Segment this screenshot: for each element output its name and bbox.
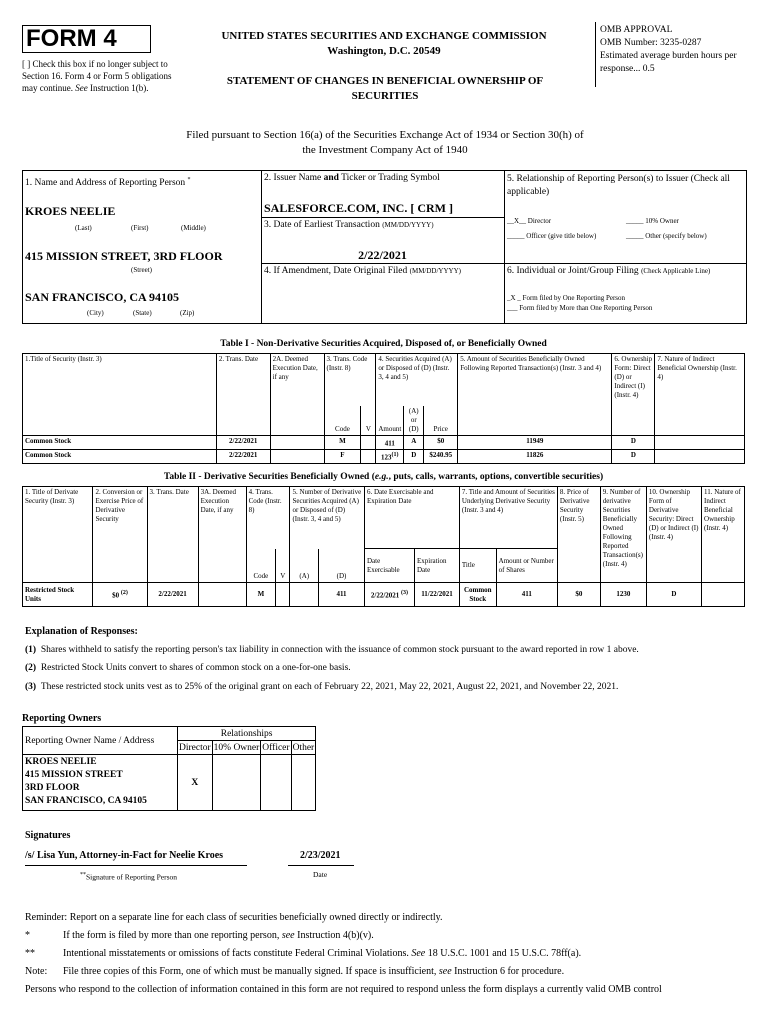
form-title: FORM 4: [26, 25, 117, 52]
omb-burden: Estimated average burden hours per response... 0.5: [600, 51, 737, 74]
t2-sub-title: Title: [459, 549, 496, 583]
t2-h8: 8. Price of Derivative Security (Instr. 5): [557, 487, 600, 583]
officer-option: _____ Officer (give title below): [507, 232, 597, 240]
table2-title: Table II - Derivative Securities Beneficially Owned (e.g., puts, calls, warrants, options, convertible securities): [163, 472, 604, 482]
omb-box: [600, 24, 750, 76]
director-option: __X__ Director: [507, 217, 552, 225]
first-label: (First): [131, 224, 149, 232]
t1-h4: 4. Securities Acquired (A) or Disposed of (D) (Instr. 3, 4 and 5): [376, 354, 458, 406]
last-label: (Last): [75, 224, 92, 232]
explanation-3: (3) These restricted stock units vest as to 25% of the original grant on each of February 22, 2021, May 22, 2021, August 22, 2021, and November 22, 2021.: [25, 682, 619, 692]
t2-h3: 3. Trans. Date: [147, 487, 198, 583]
owners-col-other: Other: [292, 742, 315, 753]
box4-label: 4. If Amendment, Date Original Filed (MM/DD/YYYY): [264, 266, 461, 276]
box1-label: 1. Name and Address of Reporting Person *: [25, 177, 191, 189]
t1-h5: 5. Amount of Securities Beneficially Owned Following Reported Transaction(s) (Instr. 3 and 4): [458, 354, 612, 436]
note-2: ** Intentional misstatements or omissions of facts constitute Federal Criminal Violations. See 18 U.S.C. 1001 and 15 U.S.C. 78ff(a).: [25, 948, 582, 959]
street-label: (Street): [131, 266, 152, 274]
t2-h4: 4. Trans. Code (Instr. 8): [246, 487, 290, 549]
agency-name: UNITED STATES SECURITIES AND EXCHANGE COMMISSION: [221, 30, 547, 42]
t2-sub-a: (A): [290, 549, 319, 583]
t2-h1: 1. Title of Derivate Security (Instr. 3): [23, 487, 93, 583]
ten-pct-option: _____ 10% Owner: [626, 217, 679, 225]
explanations-title: Explanation of Responses:: [25, 626, 138, 637]
t2-h10: 10. Ownership Form of Derivative Security: Direct (D) or Indirect (I) (Instr. 4): [646, 487, 701, 583]
earliest-transaction-date: 2/22/2021: [358, 248, 407, 262]
t2-sub-exp: Expiration Date: [414, 549, 459, 583]
statement-title: STATEMENT OF CHANGES IN BENEFICIAL OWNERSHIP OF SECURITIES: [226, 75, 544, 102]
filed-pursuant: Filed pursuant to Section 16(a) of the Securities Exchange Act of 1934 or Section 30(h) of the Investment Company Act of 1940: [186, 129, 584, 156]
reminder: Reminder: Report on a separate line for each class of securities beneficially owned directly or indirectly.: [25, 912, 443, 923]
owners-col-rel: Relationships: [178, 727, 316, 741]
t1-sub-aord: (A) or (D): [404, 406, 424, 436]
t1-sub-code: Code: [324, 406, 361, 436]
box3-label: 3. Date of Earliest Transaction (MM/DD/YYYY): [264, 220, 434, 230]
reporting-person-street: 415 MISSION STREET, 3RD FLOOR: [25, 249, 223, 263]
omb-number: OMB Number: 3235-0287: [600, 38, 702, 48]
persons-notice: Persons who respond to the collection of information contained in this form are not required to respond unless the form displays a currently valid OMB control: [25, 984, 662, 995]
form-title-box: [22, 25, 151, 53]
t1-h2: 2. Trans. Date: [216, 354, 270, 436]
table-row: Restricted Stock Units $0 $^{(2)}$ 2/22/2021 M 411 2/22/2021 $^{(3)}$ 11/22/2021 Common Stock 411 $0 1230 D: [23, 583, 745, 607]
t2-h9: 9. Number of derivative Securities Beneficially Owned Following Reported Transaction(s) (Instr. 4): [600, 487, 646, 583]
owners-col-name: Reporting Owner Name / Address: [23, 727, 178, 755]
t1-h7: 7. Nature of Indirect Beneficial Ownership (Instr. 4): [655, 354, 745, 436]
t2-sub-date-ex: Date Exercisable: [364, 549, 414, 583]
t2-sub-amt: Amount or Number of Shares: [496, 549, 557, 583]
owners-table: [22, 726, 316, 811]
other-option: _____ Other (specify below): [626, 232, 707, 240]
omb-divider: [595, 22, 596, 87]
box2-label: 2. Issuer Name and Ticker or Trading Symbol: [264, 173, 440, 183]
t2-h7: 7. Title and Amount of Securities Underlying Derivative Security (Instr. 3 and 4): [459, 487, 557, 549]
box5-label: 5. Relationship of Reporting Person(s) to Issuer (Check all applicable): [507, 174, 730, 197]
t1-sub-amount: Amount: [376, 406, 404, 436]
signature-value: /s/ Lisa Yun, Attorney-in-Fact for Neelie Kroes: [25, 850, 224, 861]
top-boxes: [22, 170, 747, 324]
table1: [22, 353, 745, 464]
owners-col-ten: 10% Owner: [213, 742, 260, 753]
owners-col-director: Director: [179, 742, 211, 753]
zip-label: (Zip): [180, 309, 195, 317]
owner-director-mark: X: [178, 755, 213, 811]
signature-date: 2/23/2021: [300, 850, 341, 861]
table1-title: Table I - Non-Derivative Securities Acquired, Disposed of, or Beneficially Owned: [220, 339, 547, 349]
explanation-1: (1) Shares withheld to satisfy the reporting person's tax liability in connection with the issuance of common stock pursuant to the award reported in row 1 above.: [25, 645, 639, 655]
explanation-2: (2) Restricted Stock Units convert to shares of common stock on a one-for-one basis.: [25, 663, 351, 673]
signature-line: [25, 865, 247, 866]
table2: [22, 486, 745, 607]
note-3: Note: File three copies of this Form, one of which must be manually signed. If space is insufficient, see Instruction 6 for procedure.: [25, 966, 565, 977]
owners-col-officer: Officer: [262, 742, 290, 753]
date-line: [288, 865, 354, 866]
t2-sub-code: Code: [246, 549, 276, 583]
omb-title: OMB APPROVAL: [600, 25, 673, 35]
issuer-name: SALESFORCE.COM, INC. [ CRM ]: [264, 201, 453, 215]
t1-h1: 1.Title of Security (Instr. 3): [23, 354, 217, 436]
table-row: Common Stock 2/22/2021 F 123$^{(1)}$ D $240.95 11826 D: [23, 449, 745, 463]
owner-row: [23, 755, 316, 811]
t2-sub-d: (D): [319, 549, 365, 583]
note-1: * If the form is filed by more than one reporting person, see Instruction 4(b)(v).: [25, 930, 374, 941]
reporting-person-name: KROES NEELIE: [25, 204, 116, 218]
state-label: (State): [133, 309, 152, 317]
city-label: (City): [87, 309, 104, 317]
t1-h6: 6. Ownership Form: Direct (D) or Indirect (I) (Instr. 4): [612, 354, 655, 436]
signatures-title: Signatures: [25, 830, 71, 841]
t2-sub-v: V: [276, 549, 290, 583]
reporting-person-city: SAN FRANCISCO, CA 94105: [25, 290, 180, 304]
owners-title: Reporting Owners: [22, 713, 102, 724]
middle-label: (Middle): [181, 224, 206, 232]
date-label: Date: [313, 870, 328, 879]
box6-label: 6. Individual or Joint/Group Filing (Check Applicable Line): [507, 266, 711, 276]
one-person-option: _X _ Form filed by One Reporting Person: [507, 294, 626, 302]
t2-h11: 11. Nature of Indirect Beneficial Ownership (Instr. 4): [702, 487, 745, 583]
signature-label: **Signature of Reporting Person: [80, 872, 178, 882]
agency-city: Washington, D.C. 20549: [327, 45, 441, 57]
t1-sub-price: Price: [424, 406, 458, 436]
t2-h5: 5. Number of Derivative Securities Acquired (A) or Disposed of (D) (Instr. 3, 4 and 5): [290, 487, 365, 549]
t1-sub-v: V: [361, 406, 376, 436]
table-row: Common Stock 2/22/2021 M 411 A $0 11949 D: [23, 435, 745, 449]
t1-h2a: 2A. Deemed Execution Date, if any: [270, 354, 324, 436]
t2-h6: 6. Date Exercisable and Expiration Date: [364, 487, 459, 549]
t2-h2: 2. Conversion or Exercise Price of Derivative Security: [93, 487, 147, 583]
t2-h3a: 3A. Deemed Execution Date, if any: [198, 487, 246, 583]
owner-name-address: KROES NEELIE 415 MISSION STREET 3RD FLOOR SAN FRANCISCO, CA 94105: [23, 755, 178, 811]
t1-h3: 3. Trans. Code (Instr. 8): [324, 354, 376, 406]
checkbox-note: [ ] Check this box if no longer subject to Section 16. Form 4 or Form 5 obligations may continue. See Instruction 1(b).: [22, 59, 172, 93]
more-person-option: ___ Form filed by More than One Reporting Person: [507, 304, 653, 312]
